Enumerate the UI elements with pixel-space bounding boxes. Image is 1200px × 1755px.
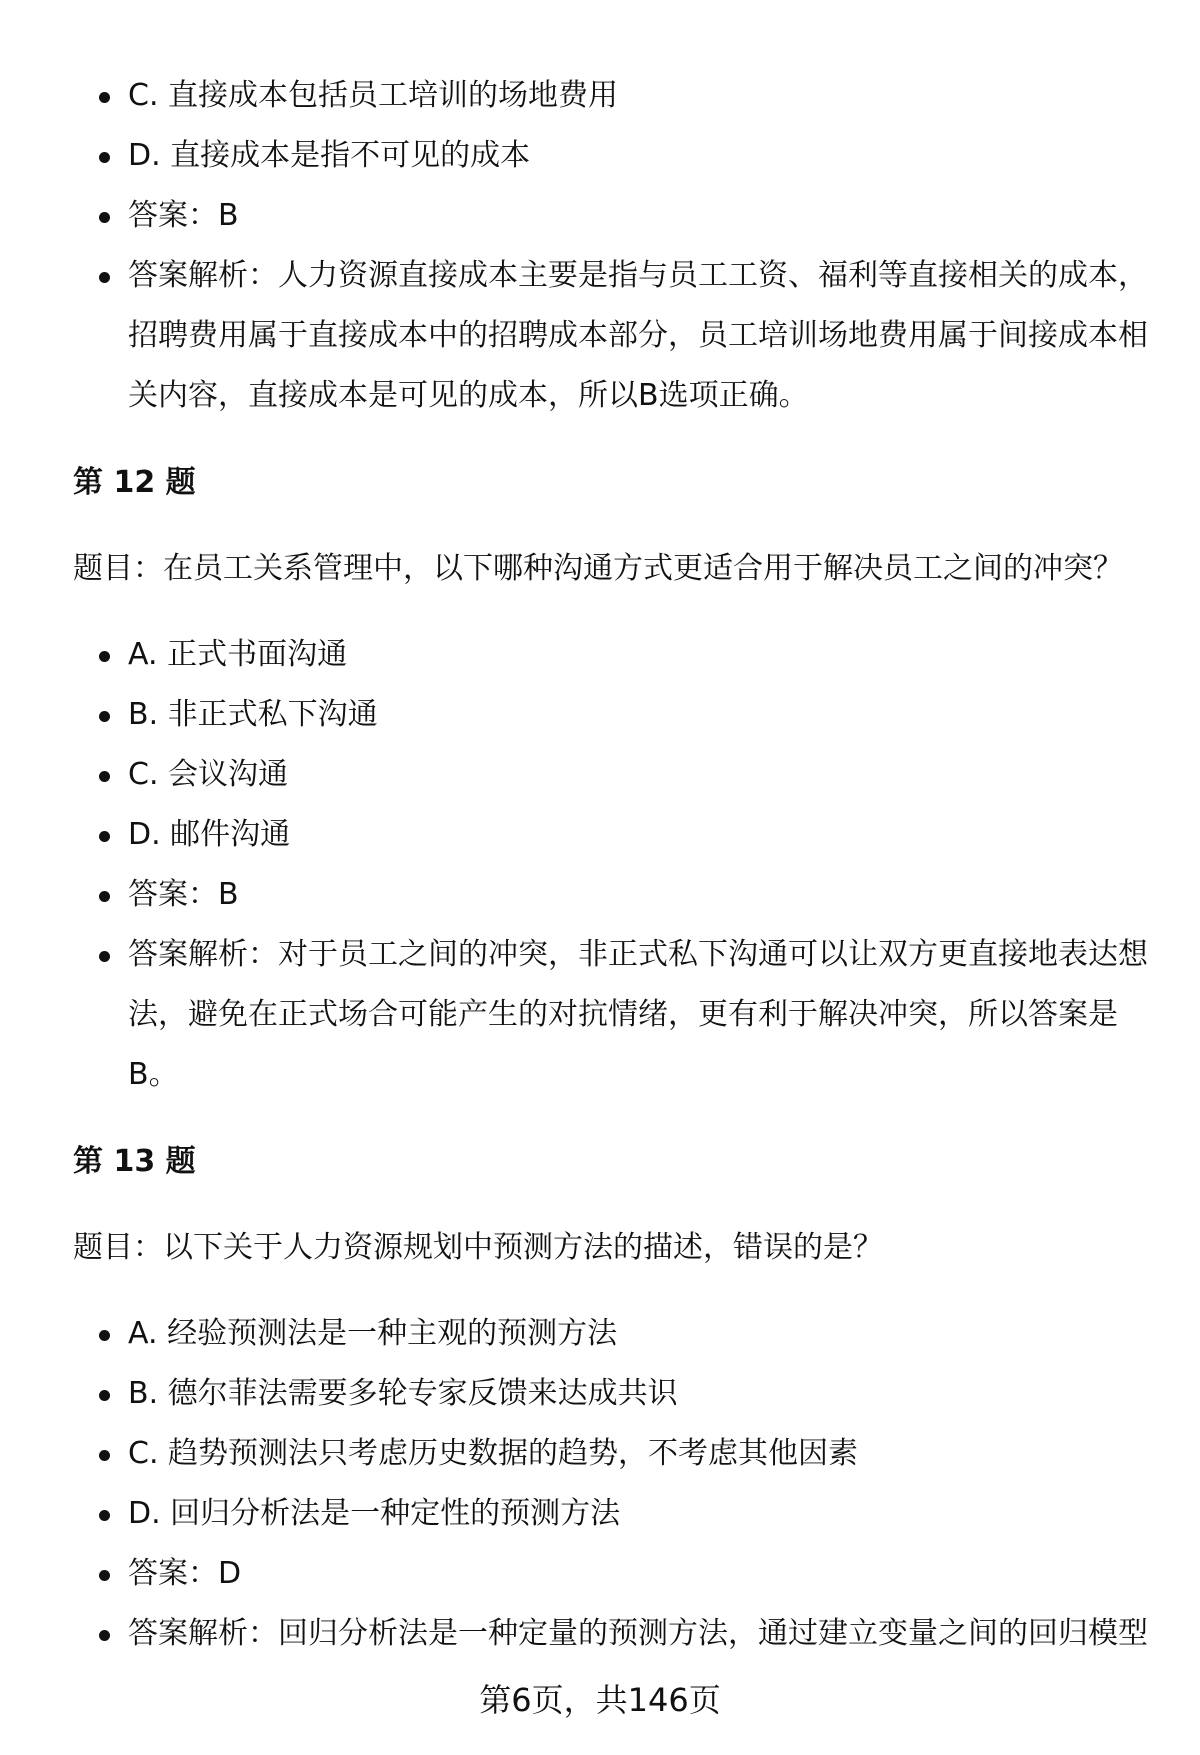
bullet-icon [99, 891, 110, 902]
option-text: A. 经验预测法是一种主观的预测方法 [128, 1316, 618, 1351]
explanation-text: 答案解析：对于员工之间的冲突，非正式私下沟通可以让双方更直接地表达想法，避免在正式场合可能产生的对抗情绪，更有利于解决冲突，所以答案是B。 [128, 937, 1148, 1092]
question-12-list [73, 625, 1153, 1105]
option-text: C. 趋势预测法只考虑历史数据的趋势，不考虑其他因素 [128, 1436, 859, 1471]
bullet-icon [99, 831, 110, 842]
bullet-icon [99, 771, 110, 782]
option-item [73, 66, 1153, 126]
option-item [73, 1484, 1153, 1544]
answer-text: 答案：B [128, 877, 239, 912]
explanation-text: 答案解析：回归分析法是一种定量的预测方法，通过建立变量之间的回归模型 [128, 1616, 1148, 1651]
explanation-item [73, 925, 1153, 1105]
option-text: B. 德尔菲法需要多轮专家反馈来达成共识 [128, 1376, 678, 1411]
bullet-icon [99, 152, 110, 163]
bullet-icon [99, 1330, 110, 1341]
option-item [73, 625, 1153, 685]
question-13-list [73, 1304, 1153, 1664]
explanation-item [73, 1604, 1153, 1664]
option-text: D. 回归分析法是一种定性的预测方法 [128, 1496, 621, 1531]
answer-text: 答案：B [128, 198, 239, 233]
bullet-icon [99, 951, 110, 962]
question-stem: 题目：以下关于人力资源规划中预测方法的描述，错误的是？ [73, 1230, 883, 1265]
option-text: A. 正式书面沟通 [128, 637, 348, 672]
bullet-icon [99, 1510, 110, 1521]
explanation-item [73, 246, 1153, 426]
explanation-text: 答案解析：人力资源直接成本主要是指与员工工资、福利等直接相关的成本，招聘费用属于直接成本中的招聘成本部分，员工培训场地费用属于间接成本相关内容，直接成本是可见的成本，所以B选项正确。 [128, 258, 1148, 413]
bullet-icon [99, 272, 110, 283]
bullet-icon [99, 711, 110, 722]
bullet-icon [99, 212, 110, 223]
bullet-icon [99, 92, 110, 103]
bullet-icon [99, 1630, 110, 1641]
option-text: C. 会议沟通 [128, 757, 289, 792]
option-item [73, 1364, 1153, 1424]
option-item [73, 805, 1153, 865]
question-heading: 第 13 题 [73, 1144, 196, 1179]
option-text: C. 直接成本包括员工培训的场地费用 [128, 78, 619, 113]
answer-item [73, 1544, 1153, 1604]
answer-item [73, 865, 1153, 925]
bullet-icon [99, 1570, 110, 1581]
option-item [73, 126, 1153, 186]
option-item [73, 685, 1153, 745]
answer-text: 答案：D [128, 1556, 242, 1591]
bullet-icon [99, 651, 110, 662]
page-content [73, 66, 1153, 1664]
bullet-icon [99, 1450, 110, 1461]
option-text: D. 邮件沟通 [128, 817, 291, 852]
option-item [73, 745, 1153, 805]
question-stem: 题目：在员工关系管理中，以下哪种沟通方式更适合用于解决员工之间的冲突？ [73, 551, 1123, 586]
option-item [73, 1424, 1153, 1484]
option-text: B. 非正式私下沟通 [128, 697, 378, 732]
page-footer: 第6页，共146页 [479, 1681, 721, 1719]
option-item [73, 1304, 1153, 1364]
bullet-icon [99, 1390, 110, 1401]
option-text: D. 直接成本是指不可见的成本 [128, 138, 531, 173]
question-heading: 第 12 题 [73, 465, 196, 500]
partial-question-list [73, 66, 1153, 426]
answer-item [73, 186, 1153, 246]
